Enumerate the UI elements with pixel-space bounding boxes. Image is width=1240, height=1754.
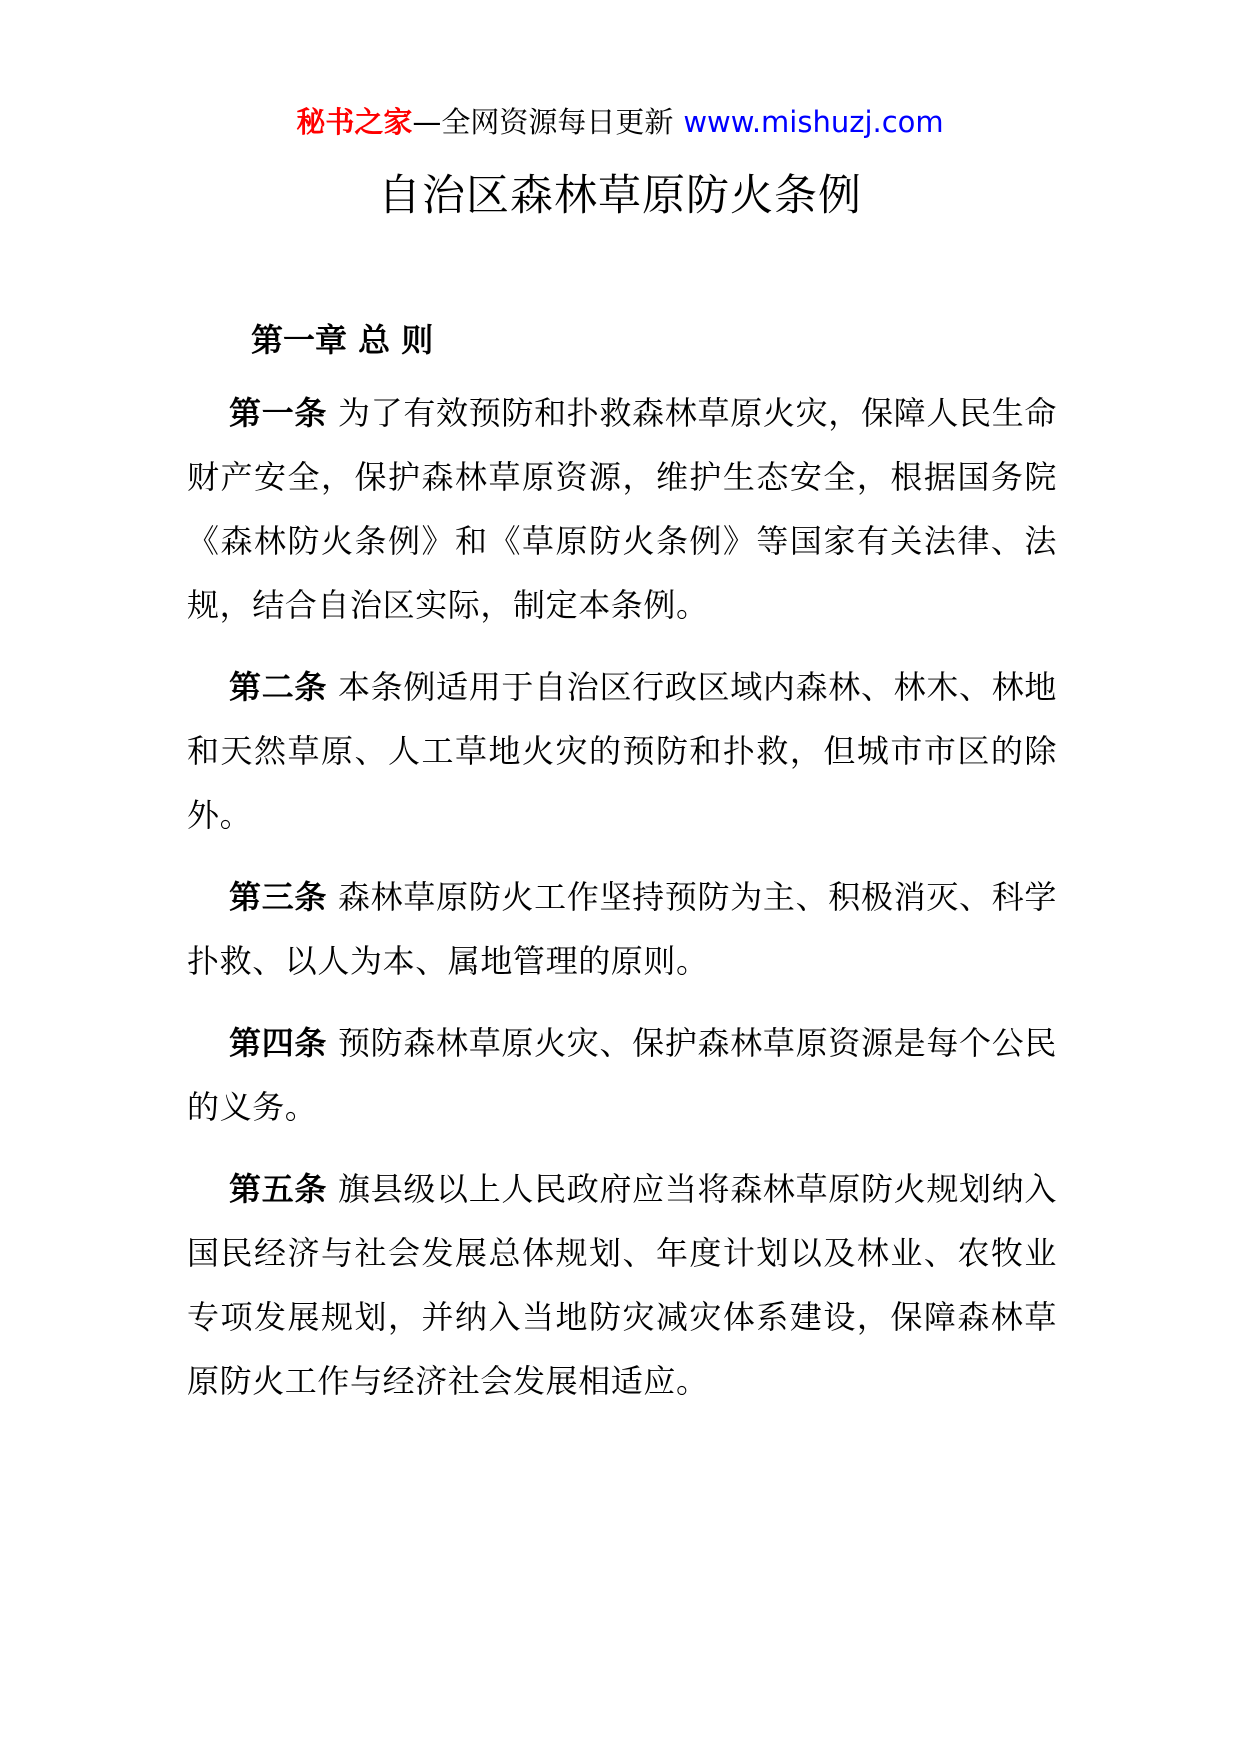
article-label: 第三条 xyxy=(229,878,328,916)
article-label: 第一条 xyxy=(229,394,328,432)
document-body xyxy=(187,308,1057,1431)
article-label: 第五条 xyxy=(229,1170,328,1208)
brand-name: 秘书之家 xyxy=(296,105,413,139)
article-text: 旗县级以上人民政府应当将森林草原防火规划纳入国民经济与社会发展总体规划、年度计划以及林业、农牧业专项发展规划，并纳入当地防灾减灾体系建设，保障森林草原防火工作与经济社会发展相适应。 xyxy=(187,1170,1058,1400)
site-url-link[interactable]: www.mishuzj.com xyxy=(683,105,944,139)
article-label: 第四条 xyxy=(229,1024,328,1062)
article-label: 第二条 xyxy=(229,668,328,706)
article-text: 本条例适用于自治区行政区域内森林、林木、林地和天然草原、人工草地火灾的预防和扑救，但城市市区的除外。 xyxy=(187,668,1058,834)
chapter-heading: 第一章 总 则 xyxy=(251,321,434,359)
article-3 xyxy=(187,865,1057,993)
site-banner xyxy=(0,100,1240,144)
article-4 xyxy=(187,1011,1057,1139)
document-title: 自治区森林草原防火条例 xyxy=(378,171,862,221)
article-text: 为了有效预防和扑救森林草原火灾，保障人民生命财产安全，保护森林草原资源，维护生态安全，根据国务院《森林防火条例》和《草原防火条例》等国家有关法律、法规，结合自治区实际，制定本条例。 xyxy=(187,394,1058,624)
article-text: 森林草原防火工作坚持预防为主、积极消灭、科学扑救、以人为本、属地管理的原则。 xyxy=(187,878,1058,980)
article-text: 预防森林草原火灾、保护森林草原资源是每个公民的义务。 xyxy=(187,1024,1058,1126)
article-1 xyxy=(187,381,1057,637)
banner-tagline: —全网资源每日更新 xyxy=(412,105,674,139)
article-5 xyxy=(187,1157,1057,1413)
article-2 xyxy=(187,655,1057,847)
